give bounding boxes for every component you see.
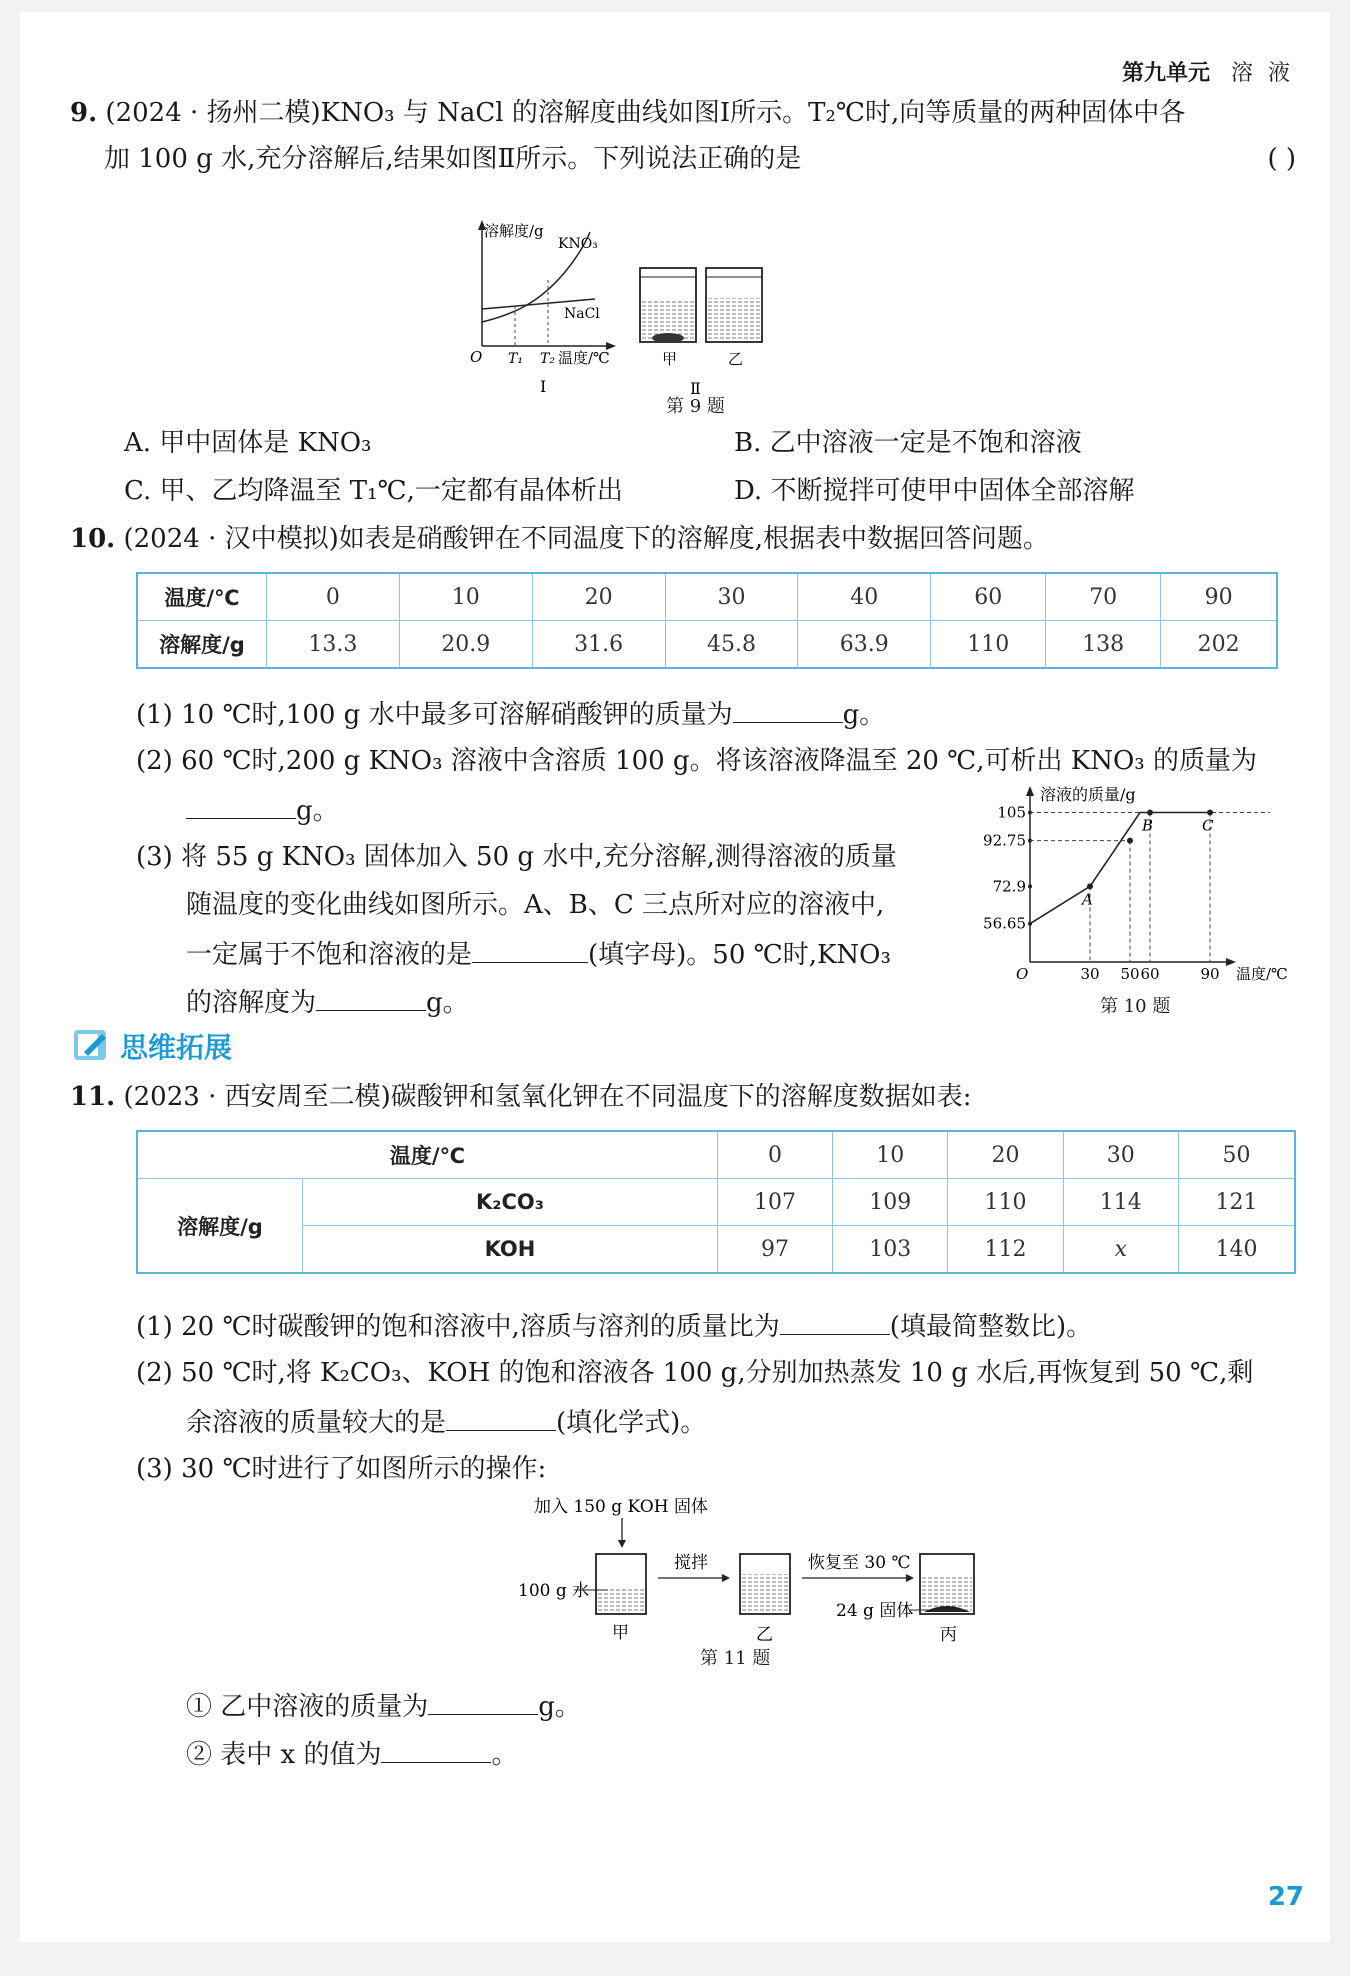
table-cell: 60 (931, 573, 1046, 621)
table-cell: 20 (532, 573, 665, 621)
q11-temp-header: 温度/℃ (137, 1131, 717, 1179)
q9-line2 (104, 142, 801, 176)
table-cell: 70 (1046, 573, 1161, 621)
table-cell: 202 (1161, 621, 1277, 669)
q10-sol-header: 溶解度/g (137, 621, 267, 669)
kno3-label: KNO₃ (558, 236, 598, 252)
q11-s1-text: ① 乙中溶液的质量为 (186, 1692, 429, 1722)
q11-sub2 (186, 1736, 517, 1772)
q10-p1-text: (1) 10 ℃时,100 g 水中最多可溶解硝酸钾的质量为 (136, 700, 733, 730)
table-cell: 114 (1063, 1179, 1178, 1226)
option-b[interactable]: B. 乙中溶液一定是不饱和溶液 (734, 428, 1082, 458)
q10-origin: O (1016, 965, 1029, 982)
beaker-bing-11 (920, 1554, 974, 1614)
point-50 (1127, 838, 1133, 844)
q10-table (136, 572, 1278, 669)
beaker-yi (706, 268, 762, 368)
y-tick-label: 105 (997, 803, 1026, 822)
section-title: 思维拓展 (120, 1031, 233, 1064)
y-tick-label: 56.65 (983, 914, 1026, 933)
q11-intro-line (70, 1080, 972, 1114)
q11-p2b-text: 余溶液的质量较大的是 (186, 1408, 447, 1438)
q11-p1-hint: (填最简整数比)。 (889, 1312, 1093, 1342)
q9-caption: 第 9 题 (666, 396, 725, 417)
beaker-jia (640, 268, 696, 368)
solid-label: 24 g 固体 (836, 1601, 914, 1621)
q11-figure (490, 1492, 1010, 1652)
q10-part2-cont (186, 792, 339, 828)
q10-xlabel: 温度/℃ (1236, 965, 1288, 982)
table-cell: x (1063, 1226, 1178, 1274)
x-tick-label: 50 (1120, 965, 1140, 982)
table-cell: 0 (717, 1131, 832, 1179)
q10-intro: (2024 · 汉中模拟)如表是硝酸钾在不同温度下的溶解度,根据表中数据回答问题。 (123, 524, 1050, 554)
answer-blank[interactable] (446, 1404, 556, 1431)
q10-p3f-unit: g。 (426, 988, 469, 1018)
q11-p1-text: (1) 20 ℃时碳酸钾的饱和溶液中,溶质与溶剂的质量比为 (136, 1312, 780, 1342)
table-cell: 138 (1046, 621, 1161, 669)
q11-s2-text: ② 表中 x 的值为 (186, 1740, 382, 1770)
q10-p2-unit: g。 (296, 796, 339, 826)
page-header (1122, 56, 1294, 87)
point-c (1207, 810, 1213, 816)
beaker-yi-label: 乙 (728, 350, 744, 368)
q11-part2: (2) 50 ℃时,将 K₂CO₃、KOH 的饱和溶液各 100 g,分别加热蒸发 10 g 水后,再恢复到 50 ℃,剩 (136, 1358, 1254, 1388)
table-row (137, 1226, 1295, 1274)
table-cell: 121 (1178, 1179, 1295, 1226)
answer-paren: ( ) (1267, 144, 1296, 174)
q10-temp-header: 温度/℃ (137, 573, 267, 621)
section-header (72, 1024, 292, 1064)
q10-p3e-text: 的溶解度为 (186, 988, 317, 1018)
q10-part1 (136, 696, 885, 732)
table-cell: 10 (833, 1131, 948, 1179)
table-cell: 97 (717, 1226, 832, 1274)
y-tick-label: 72.9 (992, 877, 1026, 896)
x-tick-label: 90 (1200, 965, 1220, 982)
option-a[interactable]: A. 甲中固体是 KNO₃ (124, 428, 372, 458)
q10-part3-c (186, 936, 891, 972)
q11-number: 11. (70, 1082, 116, 1112)
table-cell: 50 (1178, 1131, 1295, 1179)
q10-caption: 第 10 题 (1100, 996, 1171, 1017)
solution-mass-line (1030, 813, 1210, 924)
option-d[interactable]: D. 不断搅拌可使甲中固体全部溶解 (734, 476, 1135, 506)
water-label: 100 g 水 (518, 1581, 590, 1601)
y-tick-label: 92.75 (983, 831, 1026, 850)
graph-1-label: Ⅰ (540, 377, 547, 396)
q11-part3: (3) 30 ℃时进行了如图所示的操作: (136, 1454, 547, 1484)
q11-table (136, 1130, 1296, 1274)
point-b (1147, 810, 1153, 816)
answer-blank[interactable] (316, 984, 426, 1011)
q10-p1-unit: g。 (842, 700, 886, 730)
table-cell: 112 (948, 1226, 1063, 1274)
point-b-label: B (1142, 816, 1154, 835)
table-cell: 30 (1063, 1131, 1178, 1179)
table-cell: 107 (717, 1179, 832, 1226)
beaker-jia-label: 甲 (662, 350, 678, 368)
table-cell: 140 (1178, 1226, 1295, 1274)
nacl-label: NaCl (564, 306, 600, 322)
q10-intro-line (70, 522, 1049, 556)
table-row (137, 621, 1277, 669)
table-cell: 90 (1161, 573, 1277, 621)
page-number: 27 (1267, 1882, 1304, 1912)
q10-p3c-text: 一定属于不饱和溶液的是 (186, 940, 473, 970)
q11-intro: (2023 · 西安周至二模)碳酸钾和氢氧化钾在不同温度下的溶解度数据如表: (123, 1082, 972, 1112)
answer-blank[interactable] (186, 792, 296, 819)
q10-part3-b: 随温度的变化曲线如图所示。A、B、C 三点所对应的溶液中, (186, 890, 885, 920)
q11-part1 (136, 1308, 1092, 1344)
q11-s2-end: 。 (491, 1740, 518, 1770)
q10-part3-e (186, 984, 469, 1020)
table-row (137, 1131, 1295, 1179)
q11-part2-cont (186, 1404, 706, 1440)
table-cell: 109 (833, 1179, 948, 1226)
point-a-label: A (1082, 890, 1093, 909)
answer-blank[interactable] (381, 1736, 491, 1763)
table-cell: 63.9 (798, 621, 931, 669)
q10-ylabel: 溶液的质量/g (1040, 785, 1136, 804)
q9-stem-cont: 加 100 g 水,充分溶解后,结果如图Ⅱ所示。下列说法正确的是 (104, 144, 802, 174)
table-cell: 45.8 (665, 621, 798, 669)
graph-2-label: Ⅱ (690, 379, 701, 398)
table-cell: 30 (665, 573, 798, 621)
unit-title: 第九单元 (1121, 61, 1210, 86)
beaker-jia-11 (596, 1554, 646, 1614)
q9-ylabel: 溶解度/g (484, 222, 544, 240)
topic-title: 溶 液 (1231, 61, 1294, 86)
q9-figure (420, 212, 860, 412)
point-c-label: C (1202, 816, 1214, 835)
table-cell: 20 (948, 1131, 1063, 1179)
q10-chart (960, 782, 1310, 982)
table-cell: 10 (399, 573, 532, 621)
add-koh-label: 加入 150 g KOH 固体 (534, 1497, 708, 1517)
table-cell: 103 (833, 1226, 948, 1274)
answer-blank[interactable] (733, 696, 843, 723)
q9-number: 9. (70, 98, 98, 128)
table-row (137, 573, 1277, 621)
q9-xlabel: 温度/℃ (558, 349, 610, 367)
q10-part2 (136, 744, 1257, 778)
answer-blank[interactable] (428, 1688, 538, 1715)
beaker-yi-11-label: 乙 (756, 1625, 773, 1645)
q9-stem: (2024 · 扬州二模)KNO₃ 与 NaCl 的溶解度曲线如图Ⅰ所示。T₂℃时,向等质量的两种固体中各 (105, 98, 1186, 128)
pencil-icon (72, 1026, 110, 1064)
q11-sub1 (186, 1688, 581, 1724)
koh-header: KOH (303, 1226, 718, 1274)
q10-p3d-text: (填字母)。50 ℃时,KNO₃ (588, 940, 891, 970)
point-a (1087, 883, 1093, 889)
beaker-jia-11-label: 甲 (612, 1623, 629, 1643)
table-cell: 110 (931, 621, 1046, 669)
x-tick-label: 30 (1080, 965, 1100, 982)
table-cell: 20.9 (399, 621, 532, 669)
k2co3-header: K₂CO₃ (303, 1179, 718, 1226)
q10-p2-text: (2) 60 ℃时,200 g KNO₃ 溶液中含溶质 100 g。将该溶液降温至 20 ℃,可析出 KNO₃ 的质量为 (136, 746, 1257, 776)
option-c[interactable]: C. 甲、乙均降温至 T₁℃,一定都有晶体析出 (124, 476, 623, 506)
beaker-yi-11 (740, 1554, 790, 1614)
x-tick-label: 60 (1140, 965, 1160, 982)
worksheet-page (20, 12, 1330, 1942)
q11-s1-unit: g。 (538, 1692, 581, 1722)
q10-part3-a: (3) 将 55 g KNO₃ 固体加入 50 g 水中,充分溶解,测得溶液的质量 (136, 842, 897, 872)
beaker-bing-11-label: 丙 (940, 1625, 957, 1645)
q11-sol-header: 溶解度/g (137, 1179, 303, 1274)
t1-label: T₁ (508, 351, 523, 367)
q9-line1 (70, 96, 1185, 130)
table-cell: 110 (948, 1179, 1063, 1226)
answer-blank[interactable] (780, 1308, 890, 1335)
answer-blank[interactable] (472, 936, 588, 963)
t2-label: T₂ (540, 351, 555, 367)
table-cell: 0 (267, 573, 400, 621)
q10-number: 10. (70, 524, 116, 554)
y-tick (1028, 884, 1032, 888)
q9-origin: O (470, 348, 483, 366)
table-cell: 40 (798, 573, 931, 621)
table-cell: 31.6 (532, 621, 665, 669)
table-row (137, 1179, 1295, 1226)
q11-p2c-hint: (填化学式)。 (556, 1408, 707, 1438)
restore-label: 恢复至 30 ℃ (808, 1553, 911, 1573)
table-cell: 13.3 (267, 621, 400, 669)
q11-caption: 第 11 题 (700, 1648, 771, 1669)
stir-label: 搅拌 (674, 1553, 708, 1573)
